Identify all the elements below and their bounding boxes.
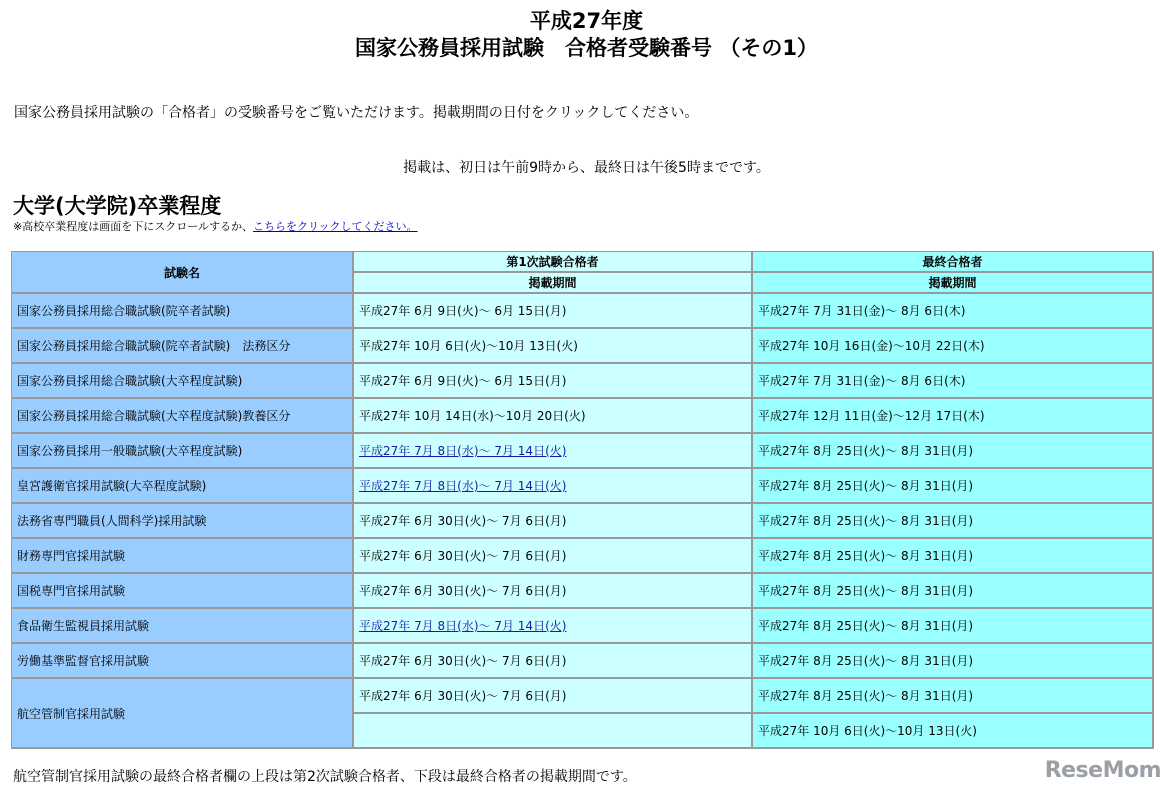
first-period: 平成27年 6月 30日(火)～ 7月 6日(月)	[354, 679, 753, 714]
table-row	[12, 574, 1154, 609]
first-period: 平成27年 10月 14日(水)～10月 20日(火)	[354, 399, 753, 434]
final-period: 平成27年 8月 25日(火)～ 8月 31日(月)	[753, 644, 1154, 679]
exam-name: 国家公務員採用一般職試験(大卒程度試験)	[12, 434, 354, 469]
first-period-link[interactable]: 平成27年 7月 8日(水)～ 7月 14日(火)	[359, 444, 567, 458]
exam-name: 航空管制官採用試験	[12, 679, 354, 749]
table-row	[12, 329, 1154, 364]
exam-name: 国家公務員採用総合職試験(大卒程度試験)	[12, 364, 354, 399]
first-period-cell	[354, 609, 753, 644]
header-exam-name: 試験名	[12, 252, 354, 294]
first-period-cell	[354, 469, 753, 504]
first-period: 平成27年 6月 30日(火)～ 7月 6日(月)	[354, 504, 753, 539]
table-row	[12, 399, 1154, 434]
header-first-stage: 第1次試験合格者	[354, 252, 753, 273]
final-period: 平成27年 8月 25日(火)～ 8月 31日(月)	[753, 539, 1154, 574]
schedule-table	[11, 251, 1154, 749]
exam-name: 労働基準監督官採用試験	[12, 644, 354, 679]
table-row	[12, 434, 1154, 469]
header-period-first: 掲載期間	[354, 273, 753, 294]
final-period: 平成27年 12月 11日(金)～12月 17日(木)	[753, 399, 1154, 434]
first-period: 平成27年 6月 30日(火)～ 7月 6日(月)	[354, 574, 753, 609]
exam-name: 国家公務員採用総合職試験(大卒程度試験)教養区分	[12, 399, 354, 434]
exam-name: 財務専門官採用試験	[12, 539, 354, 574]
intro-text: 国家公務員採用試験の「合格者」の受験番号をご覧いただけます。掲載期間の日付をクリックしてください。	[14, 105, 699, 121]
final-period: 平成27年 8月 25日(火)～ 8月 31日(月)	[753, 469, 1154, 504]
exam-name: 国家公務員採用総合職試験(院卒者試験) 法務区分	[12, 329, 354, 364]
page-title-line1: 平成27年度	[529, 9, 644, 33]
exam-name: 法務省専門職員(人間科学)採用試験	[12, 504, 354, 539]
table-row	[12, 679, 1154, 714]
table-row	[12, 294, 1154, 329]
final-period: 平成27年 8月 25日(火)～ 8月 31日(月)	[753, 574, 1154, 609]
section-note	[13, 218, 418, 234]
posting-notice: 掲載は、初日は午前9時から、最終日は午後5時までです。	[403, 160, 770, 176]
page-title-line2: 国家公務員採用試験 合格者受験番号 （その1）	[355, 36, 818, 60]
table-row	[12, 609, 1154, 644]
page-title	[0, 8, 1173, 62]
section-note-text: ※高校卒業程度は画面を下にスクロールするか、	[13, 220, 253, 233]
final-period: 平成27年 7月 31日(金)～ 8月 6日(木)	[753, 364, 1154, 399]
first-period-link[interactable]: 平成27年 7月 8日(水)～ 7月 14日(火)	[359, 479, 567, 493]
first-period-empty	[354, 714, 753, 749]
first-period-link[interactable]: 平成27年 7月 8日(水)～ 7月 14日(火)	[359, 619, 567, 633]
first-period: 平成27年 6月 30日(火)～ 7月 6日(月)	[354, 644, 753, 679]
final-period: 平成27年 10月 16日(金)～10月 22日(木)	[753, 329, 1154, 364]
first-period-cell	[354, 434, 753, 469]
table-row	[12, 644, 1154, 679]
final-period: 平成27年 7月 31日(金)～ 8月 6日(木)	[753, 294, 1154, 329]
final-period-second: 平成27年 10月 6日(火)～10月 13日(火)	[753, 714, 1154, 749]
table-row	[12, 504, 1154, 539]
table-row	[12, 539, 1154, 574]
exam-name: 国家公務員採用総合職試験(院卒者試験)	[12, 294, 354, 329]
section-heading: 大学(大学院)卒業程度	[13, 194, 222, 218]
exam-name: 食品衛生監視員採用試験	[12, 609, 354, 644]
final-period: 平成27年 8月 25日(火)～ 8月 31日(月)	[753, 504, 1154, 539]
first-period: 平成27年 10月 6日(火)～10月 13日(火)	[354, 329, 753, 364]
high-school-link[interactable]: こちらをクリックしてください。	[253, 220, 418, 233]
final-period: 平成27年 8月 25日(火)～ 8月 31日(月)	[753, 609, 1154, 644]
table-row	[12, 469, 1154, 504]
resemom-logo: ReseMom	[1044, 758, 1161, 783]
first-period: 平成27年 6月 9日(火)～ 6月 15日(月)	[354, 364, 753, 399]
exam-name: 皇宮護衛官採用試験(大卒程度試験)	[12, 469, 354, 504]
exam-name: 国税専門官採用試験	[12, 574, 354, 609]
footer-note: 航空管制官採用試験の最終合格者欄の上段は第2次試験合格者、下段は最終合格者の掲載期間です。	[13, 769, 637, 785]
header-period-final: 掲載期間	[753, 273, 1154, 294]
final-period: 平成27年 8月 25日(火)～ 8月 31日(月)	[753, 434, 1154, 469]
first-period: 平成27年 6月 9日(火)～ 6月 15日(月)	[354, 294, 753, 329]
table-row	[12, 364, 1154, 399]
final-period: 平成27年 8月 25日(火)～ 8月 31日(月)	[753, 679, 1154, 714]
header-final: 最終合格者	[753, 252, 1154, 273]
first-period: 平成27年 6月 30日(火)～ 7月 6日(月)	[354, 539, 753, 574]
